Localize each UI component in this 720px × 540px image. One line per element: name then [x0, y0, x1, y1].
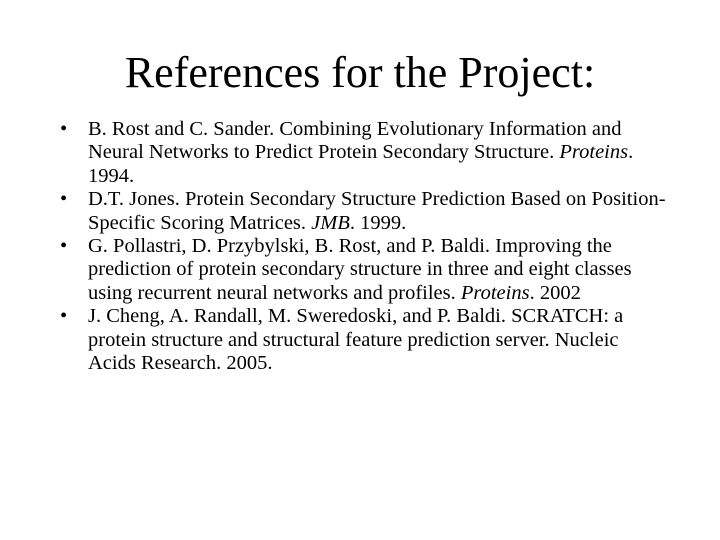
bullet-icon: •	[60, 235, 68, 258]
reference-list	[60, 118, 670, 375]
bullet-icon: •	[60, 188, 68, 211]
reference-text: D.T. Jones. Protein Secondary Structure Prediction Based on Position-Specific Scoring Matrices.	[88, 188, 666, 234]
reference-journal: Proteins	[460, 281, 530, 304]
reference-journal: Proteins	[559, 141, 629, 164]
reference-year: . 1999.	[349, 211, 407, 234]
reference-year: . 1994.	[88, 141, 634, 187]
reference-item-2	[60, 188, 670, 235]
reference-journal: JMB	[311, 211, 350, 234]
bullet-icon: •	[60, 118, 68, 140]
slide-title: References for the Project:	[124, 48, 596, 97]
reference-item-4	[60, 305, 670, 375]
reference-item-3	[60, 235, 670, 305]
reference-text: J. Cheng, A. Randall, M. Sweredoski, and P. Baldi. SCRATCH: a protein structure and structural feature prediction server. Nucleic Acids Research. 2005.	[88, 305, 624, 375]
reference-text: G. Pollastri, D. Przybylski, B. Rost, and P. Baldi. Improving the prediction of protein secondary structure in three and eight classes using recurrent neural networks and profiles.	[88, 235, 632, 304]
reference-year: . 2002	[529, 281, 581, 304]
reference-item-1	[60, 118, 670, 188]
reference-text: B. Rost and C. Sander. Combining Evolutionary Information and Neural Networks to Predict Protein Secondary Structure.	[88, 118, 622, 164]
bullet-icon: •	[60, 305, 68, 328]
